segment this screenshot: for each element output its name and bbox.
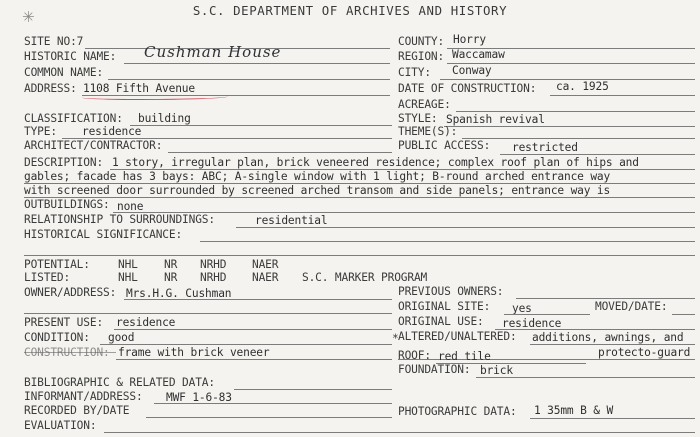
owner-value: Mrs.H.G. Cushman [126,287,232,300]
foundation-label: FOUNDATION: [398,363,471,376]
classification-label: CLASSIFICATION: [24,112,123,125]
original-site-line [504,314,590,315]
historic-name-label: HISTORIC NAME: [24,50,117,63]
listed-nr: NR [164,271,178,284]
classification-value: building [138,112,191,125]
photo-line [530,418,695,419]
historic-name-value: Cushman House [144,43,282,61]
evaluation-line [104,432,695,433]
site-no: SITE NO:7 [24,35,84,48]
outbuildings-label: OUTBUILDINGS: [24,198,110,211]
construction-line [116,359,392,360]
address-value: 1108 Fifth Avenue [83,82,195,95]
historic-name-line [124,63,390,64]
region-label: REGION: [398,50,445,63]
original-use-value: residence [502,317,562,330]
previous-owners-line [516,298,695,299]
present-use-line [114,329,392,330]
roof-value: red tile [438,350,491,363]
common-name-label: COMMON NAME: [24,66,104,79]
potential-naer: NAER [252,258,279,271]
address-line [82,95,390,96]
description-rule-3 [24,197,695,198]
city-value: Conway [452,64,492,77]
altered-label: ALTERED/UNALTERED: [398,330,517,343]
altered-value-2: protecto-guard [598,346,691,359]
date-value: ca. 1925 [556,80,609,93]
style-label: STYLE: [398,112,438,125]
moved-line [672,314,695,315]
acreage-line [456,111,695,112]
condition-label: CONDITION: [24,331,90,344]
potential-nhl: NHL [118,258,138,271]
original-site-label: ORIGINAL SITE: [398,300,491,313]
listed-naer: NAER [252,271,279,284]
altered-line [530,344,695,345]
recorded-label: RECORDED BY/DATE [24,404,130,417]
architect-label: ARCHITECT/CONTRACTOR: [24,139,163,152]
evaluation-label: EVALUATION: [24,419,97,432]
date-label: DATE OF CONSTRUCTION: [398,82,537,95]
altered-value: additions, awnings, and [532,331,684,344]
acreage-label: ACREAGE: [398,98,451,111]
themes-label: THEME(S): [398,125,458,138]
foundation-line [476,377,695,378]
owner-second-line [24,313,392,314]
condition-value: good [108,331,135,344]
construction-label: CONSTRUCTION: [24,346,110,359]
roof-label: ROOF: [398,349,431,362]
date-line [550,95,695,96]
classification-line [130,125,392,126]
potential-label: POTENTIAL: [24,258,90,271]
photo-label: PHOTOGRAPHIC DATA: [398,405,517,418]
public-access-label: PUBLIC ACCESS: [398,139,491,152]
informant-value: MWF 1-6-83 [166,391,232,404]
biblio-label: BIBLIOGRAPHIC & RELATED DATA: [24,376,215,389]
owner-label: OWNER/ADDRESS: [24,286,117,299]
listed-label: LISTED: [24,271,71,284]
condition-line [100,344,392,345]
altered-mark: * [392,332,399,345]
architect-line [168,152,392,153]
previous-owners-label: PREVIOUS OWNERS: [398,285,504,298]
historical-line [200,241,695,242]
present-use-value: residence [116,316,176,329]
description-line-1: 1 story, irregular plan, brick veneered residence; complex roof plan of hips and [112,156,639,169]
themes-line [462,138,695,139]
foundation-value: brick [480,364,513,377]
style-value: Spanish revival [446,113,545,126]
listed-nrhd: NRHD [200,271,227,284]
county-value: Horry [453,33,486,46]
original-use-label: ORIGINAL USE: [398,315,484,328]
informant-line [154,403,392,404]
original-site-value: yes [512,302,532,315]
potential-nr: NR [164,258,178,271]
asterisk-star-icon: ✳ [22,8,35,26]
informant-label: INFORMANT/ADDRESS: [24,390,143,403]
description-line-2: gables; facade has 3 bays: ABC; A-single window with 1 light; B-round arched entrance way [24,170,611,183]
present-use-label: PRESENT USE: [24,316,104,329]
style-line [444,126,695,127]
type-value: residence [82,125,142,138]
address-label: ADDRESS: [24,82,77,95]
outbuildings-value: none [117,200,144,213]
city-label: CITY: [398,66,431,79]
region-value: Waccamaw [452,48,505,61]
construction-value: frame with brick veneer [118,346,270,359]
public-access-line [500,154,695,155]
common-name-line [108,79,390,80]
relationship-label: RELATIONSHIP TO SURROUNDINGS: [24,213,215,226]
public-access-value: restricted [512,141,578,154]
construction-strike [24,352,116,353]
photo-value: 1 35mm B & W [534,404,614,417]
listed-nhl: NHL [118,271,138,284]
original-use-line [495,329,695,330]
card-title: S.C. DEPARTMENT OF ARCHIVES AND HISTORY [192,3,508,18]
historical-label: HISTORICAL SIGNIFICANCE: [24,228,183,241]
description-label: DESCRIPTION: [24,156,104,169]
moved-label: MOVED/DATE: [595,300,668,313]
description-line-3: with screened door surrounded by screened arched transom and side panels; entrance way is [24,184,611,197]
biblio-line [234,389,392,390]
type-label: TYPE: [24,125,57,138]
marker-program: S.C. MARKER PROGRAM [302,271,428,284]
recorded-line [146,417,392,418]
potential-nrhd: NRHD [200,258,227,271]
relationship-value: residential [255,214,328,227]
divider-line [24,255,695,256]
owner-line [124,299,392,300]
relationship-line [236,227,695,228]
county-label: COUNTY: [398,35,445,48]
